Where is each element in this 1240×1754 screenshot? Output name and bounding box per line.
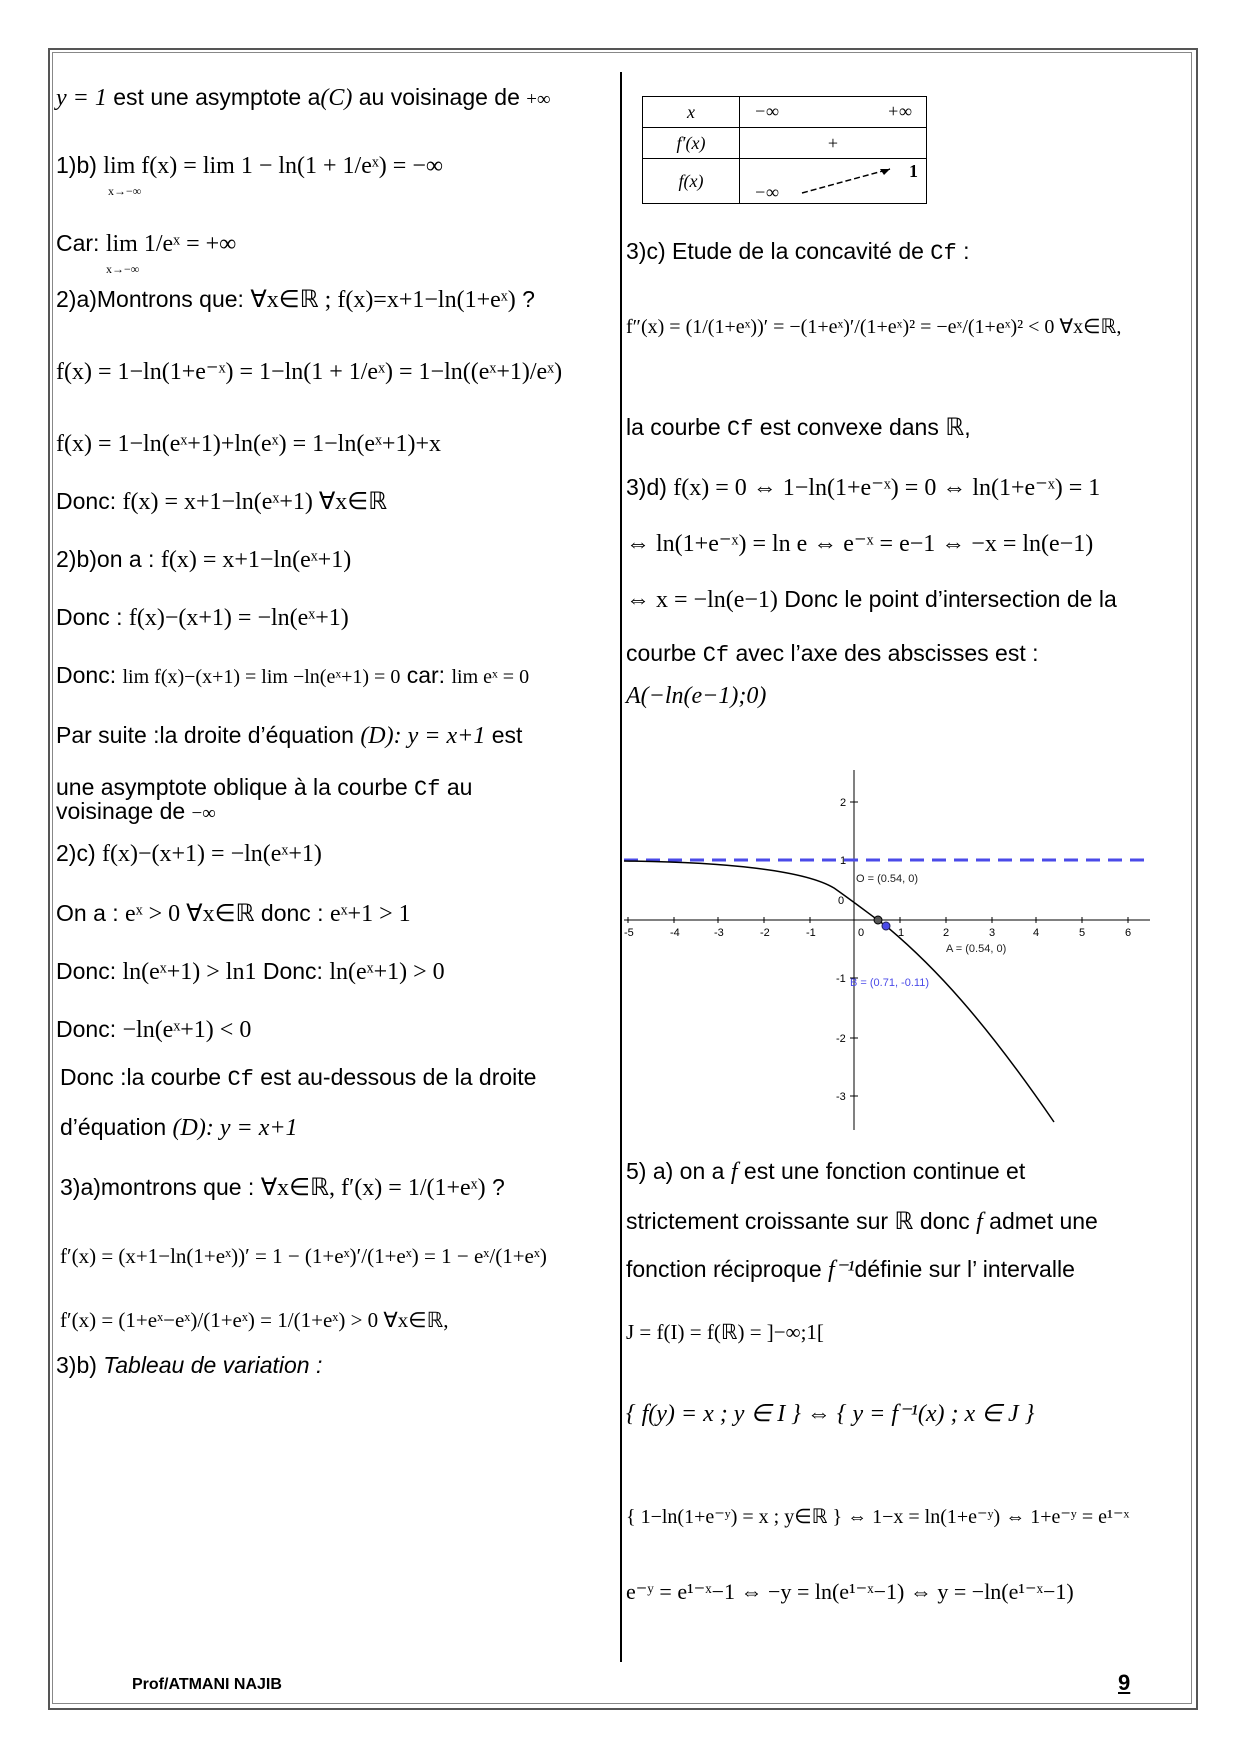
q3c-second-derivative: f″(x) = (1/(1+eˣ))′ = −(1+eˣ)′/(1+eˣ)² = −eˣ/(1+eˣ)² < 0 ∀x∈ℝ, — [626, 316, 1122, 338]
table-row-derivative — [643, 128, 927, 159]
q2a-statement: 2)a)Montrons que: ∀x∈ℝ ; f(x)=x+1−ln(1+eˣ) ? — [56, 286, 535, 313]
q2c-step2: Donc: ln(eˣ+1) > ln1 Donc: ln(eˣ+1) > 0 — [56, 958, 445, 985]
inverse-result: e⁻ʸ = e¹⁻ˣ−1 ⇔ −y = ln(e¹⁻ˣ−1) ⇔ y = −ln(e¹⁻ˣ−1) — [626, 1579, 1074, 1604]
y-tick-label: 1 — [840, 855, 847, 867]
page-number: 9 — [1118, 1670, 1131, 1695]
table-cell: f′(x) — [643, 128, 740, 159]
asymptote-statement: y = 1 est une asymptote a(C) au voisinage de +∞ — [56, 84, 551, 111]
point-a-label: A = (0.54, 0) — [946, 943, 1007, 955]
q2a-step2: f(x) = 1−ln(eˣ+1)+ln(eˣ) = 1−ln(eˣ+1)+x — [56, 431, 441, 457]
table-row-function — [643, 159, 927, 204]
q2b-conclusion-3: voisinage de −∞ — [56, 798, 216, 824]
q2b-difference: Donc : f(x)−(x+1) = −ln(eˣ+1) — [56, 604, 349, 631]
point-b-label: B = (0.71, -0.11) — [850, 977, 929, 989]
column-divider — [620, 72, 622, 1662]
q2a-step1: f(x) = 1−ln(1+e⁻ˣ) = 1−ln(1 + 1/eˣ) = 1−ln((eˣ+1)/eˣ) — [56, 359, 563, 385]
x-tick-label: 6 — [1125, 927, 1132, 939]
q5a-line2: strictement croissante sur ℝ donc f admet une — [626, 1208, 1098, 1235]
q3d-step1: 3)d) f(x) = 0 ⇔ 1−ln(1+e⁻ˣ) = 0 ⇔ ln(1+e⁻ˣ) = 1 — [626, 474, 1101, 501]
q5a-line3: fonction réciproque f⁻¹définie sur l’ intervalle — [626, 1256, 1075, 1283]
q2c-conclusion-1: Donc :la courbe Cf est au-dessous de la droite — [60, 1064, 537, 1092]
q2c-step1: On a : eˣ > 0 ∀x∈ℝ donc : eˣ+1 > 1 — [56, 900, 411, 927]
interval-j: J = f(I) = f(ℝ) = ]−∞;1[ — [626, 1320, 824, 1344]
q2c-statement: 2)c) f(x)−(x+1) = −ln(eˣ+1) — [56, 840, 322, 867]
q2b-statement: 2)b)on a : f(x) = x+1−ln(eˣ+1) — [56, 546, 352, 573]
q2c-step3: Donc: −ln(eˣ+1) < 0 — [56, 1016, 252, 1043]
x-tick-label: -2 — [760, 927, 770, 939]
x-tick-label: 4 — [1033, 927, 1040, 939]
y-tick-label: -1 — [836, 973, 846, 985]
q3b-title: 3)b) Tableau de variation : — [56, 1352, 323, 1378]
x-tick-label: 5 — [1079, 927, 1086, 939]
table-cell: f(x) — [643, 159, 740, 204]
point-b — [882, 922, 890, 930]
q5a-line1: 5) a) on a f est une fonction continue et — [626, 1158, 1026, 1185]
inverse-step1: { 1−ln(1+e⁻ʸ) = x ; y∈ℝ } ⇔ 1−x = ln(1+e⁻ʸ) ⇔ 1+e⁻ʸ = e¹⁻ˣ — [626, 1506, 1130, 1528]
equivalence-system: { f(y) = x ; y ∈ I } ⇔ { y = f⁻¹(x) ; x ∈ J } — [626, 1401, 1035, 1427]
table-cell: x — [643, 97, 740, 128]
q3a-derivative-2: f′(x) = (1+eˣ−eˣ)/(1+eˣ) = 1/(1+eˣ) > 0 ∀x∈ℝ, — [60, 1308, 449, 1332]
q2b-conclusion-2: une asymptote oblique à la courbe Cf au — [56, 774, 473, 802]
x-tick-label: -4 — [670, 927, 680, 939]
q2c-conclusion-2: d’équation (D): y = x+1 — [60, 1114, 298, 1141]
variation-table — [642, 96, 927, 204]
q3d-step2: ⇔ ln(1+e⁻ˣ) = ln e ⇔ e⁻ˣ = e−1 ⇔ −x = ln(e−1) — [626, 531, 1094, 557]
q2a-conclusion: Donc: f(x) = x+1−ln(eˣ+1) ∀x∈ℝ — [56, 488, 388, 515]
y-tick-label: -3 — [836, 1091, 846, 1103]
point-o-label: O = (0.54, 0) — [856, 873, 919, 885]
point-a: A(−ln(e−1);0) — [626, 683, 767, 709]
table-cell: 1 −∞ — [740, 159, 927, 204]
q3a-derivative-1: f′(x) = (x+1−ln(1+eˣ))′ = 1 − (1+eˣ)′/(1+eˣ) = 1 − eˣ/(1+eˣ) — [60, 1244, 547, 1268]
origin-label: 0 — [858, 927, 865, 939]
q3a-statement: 3)a)montrons que : ∀x∈ℝ, f′(x) = 1/(1+eˣ) ? — [60, 1174, 505, 1201]
x-tick-label: -5 — [624, 927, 634, 939]
x-tick-label: 2 — [943, 927, 950, 939]
y-tick-label: 2 — [840, 797, 847, 809]
x-tick-label: 1 — [898, 927, 905, 939]
function-graph — [624, 770, 1150, 1130]
point-o — [874, 916, 882, 924]
q3c-conclusion: la courbe Cf est convexe dans ℝ, — [626, 414, 971, 442]
q3c-title: 3)c) Etude de la concavité de Cf : — [626, 238, 970, 266]
author-name: Prof/ATMANI NAJIB — [132, 1676, 282, 1693]
q1b-limit: 1)b) lim f(x) = lim 1 − ln(1 + 1/eˣ) = −∞ x→−∞ — [56, 152, 443, 198]
y-tick-label: -2 — [836, 1033, 846, 1045]
y-ticks — [836, 797, 858, 1103]
q3d-step3: ⇔ x = −ln(e−1) Donc le point d’intersection de la — [626, 586, 1117, 613]
table-cell: −∞ +∞ — [740, 97, 927, 128]
y-tick-label: 0 — [838, 895, 845, 907]
x-tick-label: 3 — [989, 927, 996, 939]
table-cell: + — [740, 128, 927, 159]
q2b-conclusion-1: Par suite :la droite d’équation (D): y = x+1 est — [56, 722, 523, 749]
x-tick-label: -1 — [806, 927, 816, 939]
because-limit: Car: lim 1/eˣ = +∞ x→−∞ — [56, 230, 237, 276]
q2b-limit: Donc: lim f(x)−(x+1) = lim −ln(eˣ+1) = 0 car: lim eˣ = 0 — [56, 662, 530, 688]
q3d-step4: courbe Cf avec l’axe des abscisses est : — [626, 640, 1039, 668]
table-row-x — [643, 97, 927, 128]
x-tick-label: -3 — [714, 927, 724, 939]
